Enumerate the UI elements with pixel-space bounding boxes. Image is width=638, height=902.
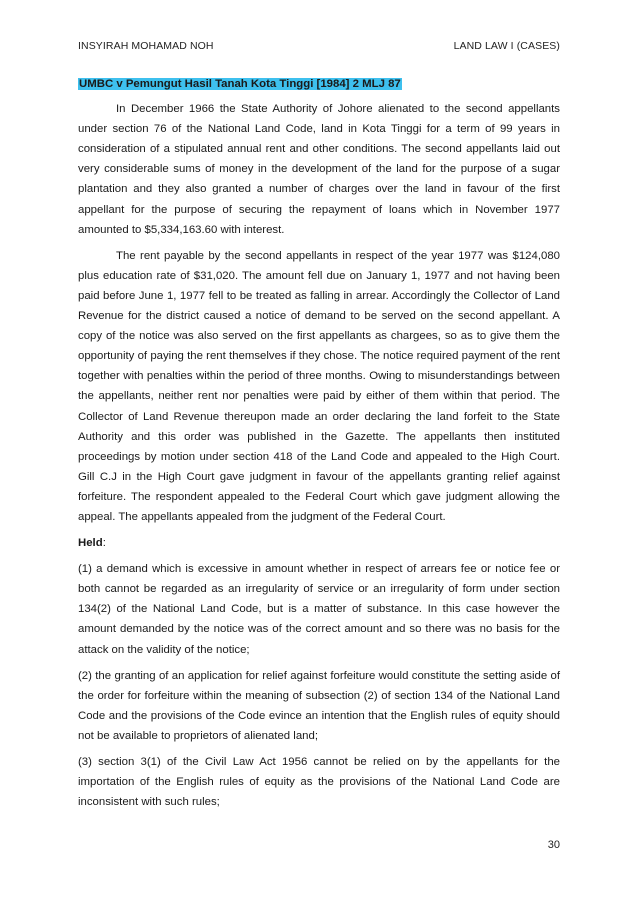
held-point-3: (3) section 3(1) of the Civil Law Act 1956 cannot be relied on by the appellants for the importation of the English rules of equity as the provisions of the National Land Code are inconsistent with such rules; <box>78 756 560 809</box>
held-point-2: (2) the granting of an application for relief against forfeiture would constitute the setting aside of the order for forfeiture within the meaning of subsection (2) of section 134 of the National Land Code and the provisions of the Code evince an intention that the English rules of equity should not be available to proprietors of alienated land; <box>78 669 560 742</box>
held-heading <box>78 533 560 553</box>
header-author: INSYIRAH MOHAMAD NOH <box>78 40 214 52</box>
held-colon: : <box>102 537 106 550</box>
case-title-text: UMBC v Pemungut Hasil Tanah Kota Tinggi [1984] 2 MLJ 87 <box>79 78 401 90</box>
page-header <box>78 40 560 52</box>
header-course: LAND LAW I (CASES) <box>453 40 560 52</box>
held-point-1: (1) a demand which is excessive in amount whether in respect of arrears fee or notice fee or both cannot be regarded as an irregularity of service or an irregularity of form under section 134(2) of the National Land Code, but is a matter of substance. In this case however the amount demanded by the notice was of the correct amount and so there was no basis for the attack on the validity of the notice; <box>78 563 560 656</box>
held-label: Held <box>78 537 103 550</box>
page-content <box>78 74 560 818</box>
facts-paragraph-1: In December 1966 the State Authority of Johore alienated to the second appellants under section 76 of the National Land Code, land in Kota Tinggi for a term of 99 years in consideration of a stipulated annual rent and other conditions. The second appellants laid out very considerable sums of money in the development of the land for the purpose of a sugar plantation and they also granted a number of charges over the land in favour of the first appellant for the purpose of securing the repayment of loans which in November 1977 amounted to $5,334,163.60 with interest. <box>78 103 560 236</box>
page-number: 30 <box>547 839 560 851</box>
case-title <box>78 74 560 94</box>
facts-paragraph-2: The rent payable by the second appellants in respect of the year 1977 was $124,080 plus education rate of $31,020. The amount fell due on January 1, 1977 and not having been paid before June 1, 1977 fell to be treated as falling in arrear. Accordingly the Collector of Land Revenue for the district caused a notice of demand to be served on the second appellant. A copy of the notice was also served on the first appellants as chargees, so as to give them the opportunity of paying the rent themselves if they chose. The notice required payment of the rent together with penalties within the period of three months. Owing to misunderstandings between the appellants, neither rent nor penalties were paid by either of them within that period. The Collector of Land Revenue thereupon made an order declaring the land forfeit to the State Authority and this order was published in the Gazette. The appellants then instituted proceedings by motion under section 418 of the Land Code and appealed to the High Court. Gill C.J in the High Court gave judgment in favour of the appellants granting relief against forfeiture. The respondent appealed to the Federal Court which gave judgment allowing the appeal. The appellants appealed from the judgment of the Federal Court. <box>78 249 560 523</box>
